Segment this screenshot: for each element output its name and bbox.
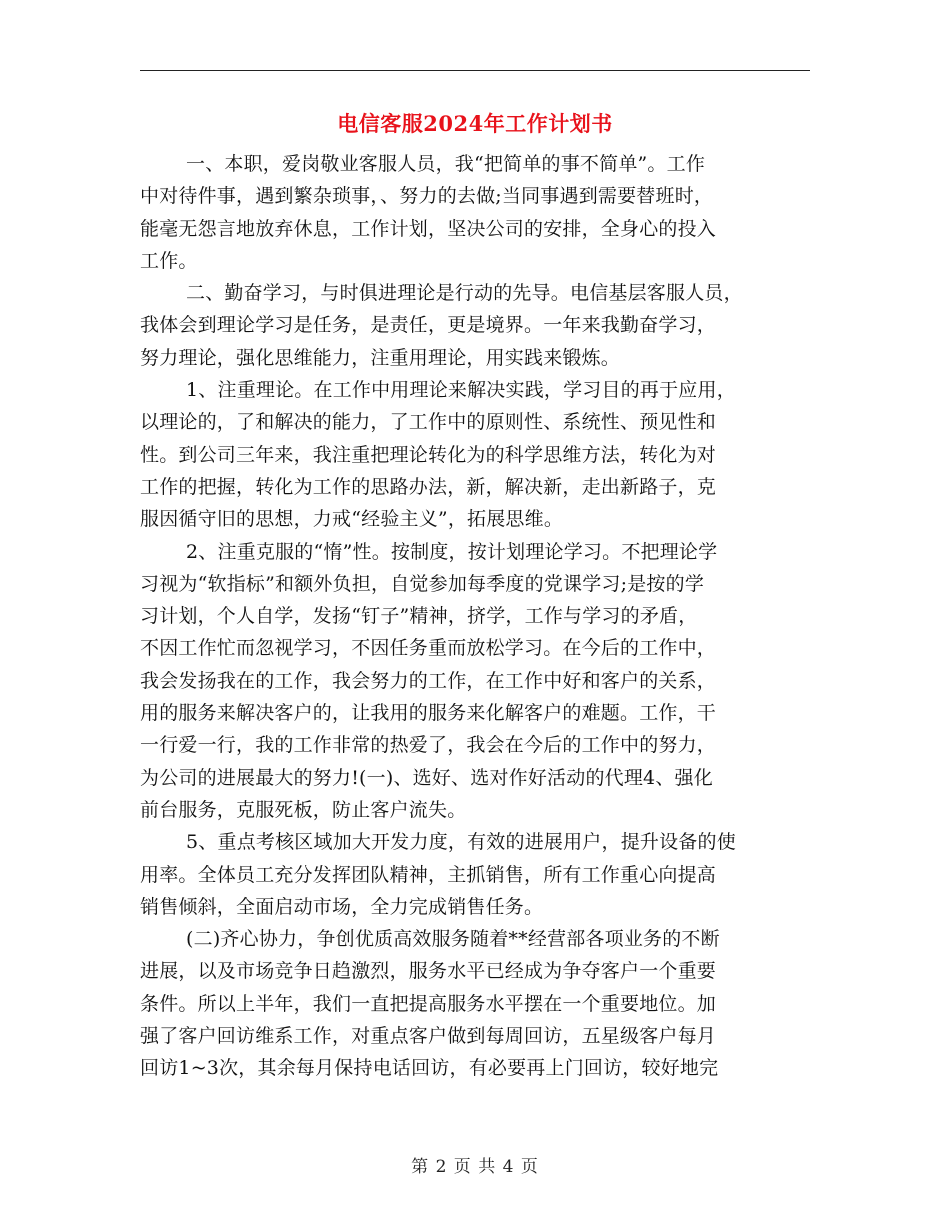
body-line: 一行爱一行，我的工作非常的热爱了，我会在今后的工作中的努力， bbox=[140, 734, 717, 757]
body-line: 中对待件事，遇到繁杂琐事，、努力的去做;当同事遇到需要替班时， bbox=[140, 185, 714, 208]
header-rule bbox=[140, 70, 810, 71]
body-line: 我体会到理论学习是任务，是责任，更是境界。一年来我勤奋学习， bbox=[140, 314, 717, 337]
body-line: 服因循守旧的思想，力戒“经验主义”，拓展思维。 bbox=[140, 508, 564, 531]
body-line: 为公司的进展最大的努力!(一)、选好、选对作好活动的代理4、强化 bbox=[140, 766, 713, 789]
body-line: 1、注重理论。在工作中用理论来解决实践，学习目的再于应用， bbox=[186, 379, 736, 402]
body-line: 习计划，个人自学，发扬“钉子”精神，挤学，工作与学习的矛盾， bbox=[140, 605, 698, 628]
body-line: 工作。 bbox=[140, 249, 198, 272]
body-line: 5、重点考核区域加大开发力度，有效的进展用户，提升设备的使 bbox=[186, 831, 736, 854]
body-line: 前台服务，克服死板，防止客户流失。 bbox=[140, 798, 467, 821]
document-title: 电信客服2024年工作计划书 bbox=[337, 111, 613, 136]
body-line: 习视为“软指标”和额外负担，自觉参加每季度的党课学习;是按的学 bbox=[140, 572, 705, 595]
body-line: 用率。全体员工充分发挥团队精神，主抓销售，所有工作重心向提高 bbox=[140, 863, 717, 886]
body-line: 2、注重克服的“惰”性。按制度，按计划理论学习。不把理论学 bbox=[186, 540, 718, 563]
body-line: 用的服务来解决客户的，让我用的服务来化解客户的难题。工作，干 bbox=[140, 702, 717, 725]
body-line: 强了客户回访维系工作，对重点客户做到每周回访，五星级客户每月 bbox=[140, 1025, 717, 1048]
body-line: (二)齐心协力，争创优质高效服务随着**经营部各项业务的不断 bbox=[186, 928, 720, 951]
body-line: 一、本职，爱岗敬业客服人员，我“把简单的事不简单”。工作 bbox=[186, 153, 706, 175]
body-line: 以理论的，了和解决的能力，了工作中的原则性、系统性、预见性和 bbox=[140, 411, 717, 434]
body-line: 销售倾斜，全面启动市场，全力完成销售任务。 bbox=[140, 895, 544, 918]
body-line: 进展，以及市场竞争日趋激烈，服务水平已经成为争夺客户一个重要 bbox=[140, 960, 717, 983]
body-line: 我会发扬我在的工作，我会努力的工作，在工作中好和客户的关系， bbox=[140, 669, 717, 692]
body-line: 二、勤奋学习，与时俱进理论是行动的先导。电信基层客服人员， bbox=[186, 282, 743, 305]
body-line: 工作的把握，转化为工作的思路办法，新，解决新，走出新路子，克 bbox=[140, 475, 717, 498]
body-line: 条件。所以上半年，我们一直把提高服务水平摆在一个重要地位。加 bbox=[140, 992, 717, 1015]
body-line: 努力理论，强化思维能力，注重用理论，用实践来锻炼。 bbox=[140, 346, 621, 369]
body-line: 能毫无怨言地放弃休息，工作计划，坚决公司的安排，全身心的投入 bbox=[140, 217, 717, 240]
body-line: 不因工作忙而忽视学习，不因任务重而放松学习。在今后的工作中， bbox=[140, 637, 717, 660]
page-number-footer: 第 2 页 共 4 页 bbox=[411, 1157, 539, 1177]
body-line: 性。到公司三年来，我注重把理论转化为的科学思维方法，转化为对 bbox=[140, 443, 717, 466]
body-line: 回访1~3次，其余每月保持电话回访，有必要再上门回访，较好地完 bbox=[140, 1057, 719, 1080]
document-body bbox=[140, 148, 820, 1085]
